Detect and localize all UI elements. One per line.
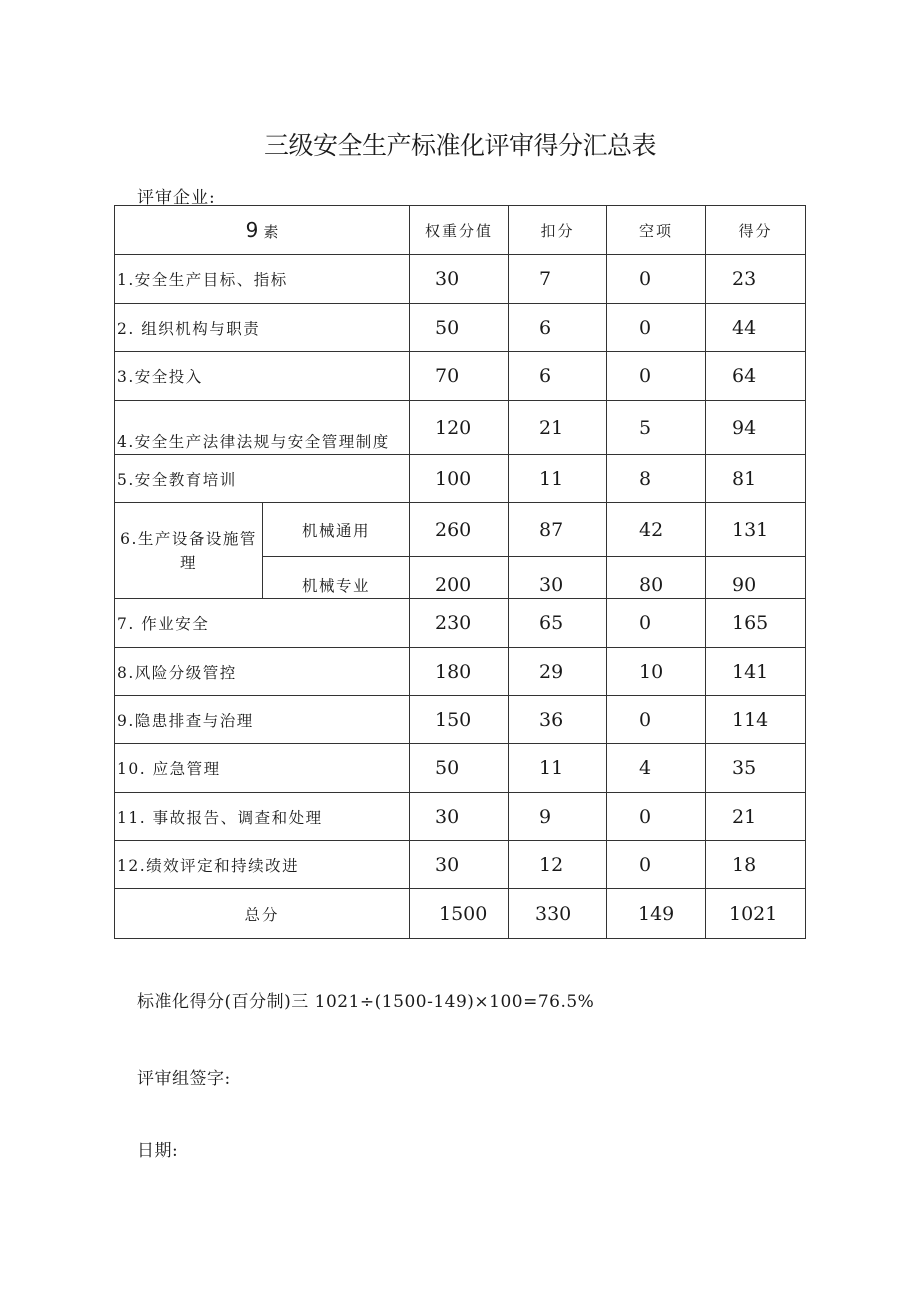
header-row [115, 206, 806, 255]
signature-label: 评审组签字: [137, 1069, 231, 1089]
header-element: 9 素 [115, 206, 410, 255]
formula-text: 标准化得分(百分制)三 1021÷(1500-149)×100=76.5% [137, 992, 595, 1012]
table-row: 3.安全投入 70 6 0 64 [115, 352, 806, 401]
table-row: 2. 组织机构与职责 50 6 0 44 [115, 304, 806, 352]
header-weight: 权重分值 [410, 206, 509, 255]
date-label: 日期: [137, 1141, 179, 1161]
table-row: 机械专业 200 30 80 90 [115, 557, 806, 599]
table-row: 4.安全生产法律法规与安全管理制度 120 21 5 94 [115, 401, 806, 455]
header-score: 得分 [706, 206, 806, 255]
total-row: 总分 1500 330 149 1021 [115, 889, 806, 939]
table-row: 5.安全教育培训 100 11 8 81 [115, 455, 806, 503]
header-blank: 空项 [607, 206, 706, 255]
score-table [114, 205, 806, 939]
table-row: 7. 作业安全 230 65 0 165 [115, 599, 806, 648]
header-deduct: 扣分 [509, 206, 607, 255]
page-title: 三级安全生产标准化评审得分汇总表 [263, 131, 656, 160]
merged-name-cell: 6.生产设备设施管理 [115, 503, 263, 599]
table-row: 9.隐患排查与治理 150 36 0 114 [115, 696, 806, 744]
company-label: 评审企业: [137, 188, 216, 208]
table-row: 12.绩效评定和持续改进 30 12 0 18 [115, 841, 806, 889]
table-row: 6.生产设备设施管理 机械通用 260 87 42 131 [115, 503, 806, 557]
table-row: 1.安全生产目标、指标 30 7 0 23 [115, 255, 806, 304]
table-row: 11. 事故报告、调查和处理 30 9 0 21 [115, 793, 806, 841]
table-row: 8.风险分级管控 180 29 10 141 [115, 648, 806, 696]
table-row: 10. 应急管理 50 11 4 35 [115, 744, 806, 793]
